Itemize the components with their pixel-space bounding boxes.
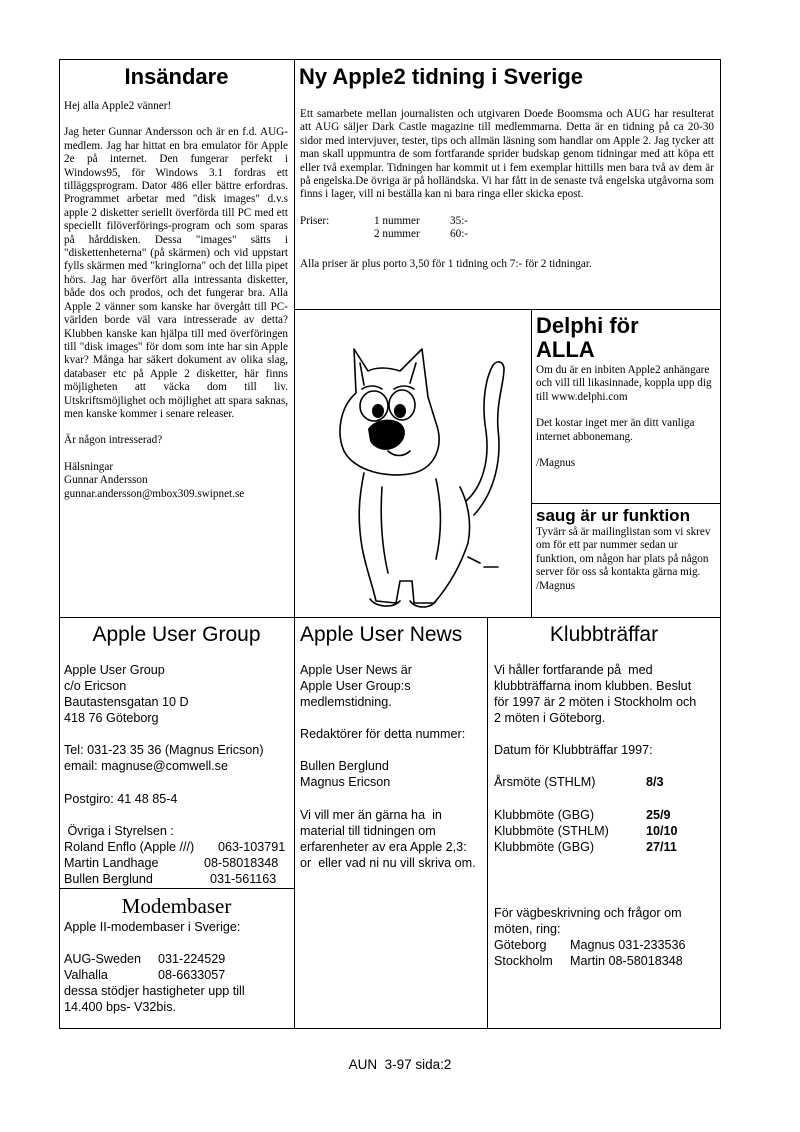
divider-bottom-right bbox=[487, 617, 488, 1029]
contact-city: Stockholm bbox=[494, 954, 553, 969]
modem-base-name: Valhalla bbox=[64, 968, 108, 983]
nyapple-section bbox=[296, 60, 719, 308]
saug-signature: /Magnus bbox=[536, 579, 576, 592]
aun-para-line: erfarenheter av era Apple 2,3: bbox=[300, 839, 467, 854]
board-member-name: Roland Enflo (Apple ///) bbox=[64, 839, 195, 854]
meeting-name: Klubbmöte (GBG) bbox=[494, 839, 595, 854]
aug-address-4: 418 76 Göteborg bbox=[64, 711, 159, 726]
insandare-section bbox=[61, 60, 292, 615]
aug-board-label: Övriga i Styrelsen : bbox=[64, 823, 174, 838]
divider-top-vertical bbox=[294, 59, 295, 617]
price-value: 60:- bbox=[450, 228, 469, 241]
aun-para-line: or eller vad ni nu vill skriva om. bbox=[300, 855, 476, 870]
modem-title: Modembaser bbox=[121, 894, 232, 918]
klubb-dates-label: Datum för Klubbträffar 1997: bbox=[494, 743, 653, 758]
aug-title: Apple User Group bbox=[92, 623, 261, 646]
aun-para-line: medlemstidning. bbox=[300, 695, 392, 710]
meeting-date: 27/11 bbox=[646, 839, 677, 854]
insandare-question: Är någon intresserad? bbox=[64, 434, 163, 447]
insandare-name: Gunnar Andersson bbox=[64, 474, 148, 487]
modem-subtitle: Apple II-modembaser i Sverige: bbox=[64, 920, 241, 934]
aug-email: email: magnuse@comwell.se bbox=[64, 759, 228, 774]
modem-base-name: AUG-Sweden bbox=[64, 952, 141, 967]
contact-person: Magnus 031-233536 bbox=[570, 938, 686, 953]
aun-section bbox=[296, 618, 486, 1027]
board-member-phone: 031-561163 bbox=[210, 871, 277, 886]
aug-postgiro: Postgiro: 41 48 85-4 bbox=[64, 791, 178, 806]
aun-editors-label: Redaktörer för detta nummer: bbox=[300, 727, 466, 742]
modem-base-phone: 031-224529 bbox=[158, 952, 226, 967]
contact-city: Göteborg bbox=[494, 938, 547, 953]
saug-body: Tyvärr så är mailinglistan som vi skrev om för ett par nummer sedan ur funktion, om någon har plats på någon server för oss så kontakta gärna mig. bbox=[536, 526, 711, 579]
contact-person: Martin 08-58018348 bbox=[570, 954, 683, 969]
aug-section bbox=[61, 618, 292, 887]
meeting-name: Klubbmöte (GBG) bbox=[494, 807, 595, 822]
insandare-body: Jag heter Gunnar Andersson och är en f.d. AUG-medlem. Jag har hittat en bra emulator för Apple 2e på internet. Den fungerar perfekt i Windows95, för Windows 3.1 fordras ett tilläggsprogram. Dator 486 eller bättre erfordras. Programmet arbetar med "disk images" d.v.s apple 2 disketter seriellt överförda till PC med ett speciellt filöverförings-program och som sparas på hårddisken. Dessa "images" sätts i "diskettenheterna" (på skärmen) och vid uppstart fylls skärmen med "kringlorna" och det lilla pipet hörs. Jag har överfört alla intressanta disketter, både dos och prodos, och det fungerar bra. Alla Apple 2 vänner som kanske har övergått till PC-världen borde väl vara intresserade av detta? Klubben kanske kan hjälpa till med överföringen till "disk images" för dom som inte har sin Apple kvar? Många har säkert dokument av olika slag, databaser etc på Apple 2 disketter, här finns möjligheten att väcka dom till liv. Utskriftsmöjlighet och möjlighet att spara saknas, men kanske kommer i senare releaser. bbox=[64, 126, 288, 420]
aug-address-3: Bautastensgatan 10 D bbox=[64, 695, 189, 710]
aug-address-2: c/o Ericson bbox=[64, 679, 127, 694]
klubb-directions-line: möten, ring: bbox=[494, 921, 561, 936]
nyapple-title: Ny Apple2 tidning i Sverige bbox=[299, 64, 584, 89]
board-member-row bbox=[64, 871, 292, 887]
aun-para-line: Vi vill mer än gärna ha in bbox=[300, 807, 442, 822]
modem-note-2: 14.400 bps- V32bis. bbox=[64, 1000, 177, 1015]
modem-base-phone: 08-6633057 bbox=[158, 968, 226, 983]
modem-base-row bbox=[64, 951, 292, 967]
aug-tel: Tel: 031-23 35 36 (Magnus Ericson) bbox=[64, 743, 264, 758]
meeting-date: 8/3 bbox=[646, 775, 664, 790]
meeting-row bbox=[494, 839, 719, 855]
meeting-row bbox=[494, 774, 719, 790]
meeting-date: 10/10 bbox=[646, 823, 678, 838]
aun-para-line: Apple User Group:s bbox=[300, 679, 411, 694]
aug-address-1: Apple User Group bbox=[64, 663, 165, 677]
prices-label: Priser: bbox=[300, 214, 330, 227]
insandare-closing: Hälsningar bbox=[64, 460, 114, 473]
price-row-1 bbox=[300, 215, 714, 228]
klubb-intro-line: för 1997 är 2 möten i Stockholm och bbox=[494, 695, 697, 710]
delphi-title-line2: ALLA bbox=[536, 337, 595, 362]
meeting-name: Klubbmöte (STHLM) bbox=[494, 823, 609, 838]
modem-note-1: dessa stödjer hastigheter upp till bbox=[64, 984, 245, 999]
aun-editor: Magnus Ericson bbox=[300, 775, 391, 790]
insandare-greeting: Hej alla Apple2 vänner! bbox=[64, 100, 172, 112]
klubb-directions-line: För vägbeskrivning och frågor om bbox=[494, 905, 682, 920]
klubb-intro-line: Vi håller fortfarande på med bbox=[494, 663, 653, 677]
divider-under-nyapple bbox=[294, 309, 721, 310]
contact-row bbox=[494, 953, 719, 969]
klubb-intro-line: 2 möten i Göteborg. bbox=[494, 711, 606, 726]
insandare-email: gunnar.andersson@mbox309.swipnet.se bbox=[64, 487, 245, 500]
klubb-section bbox=[489, 618, 719, 1027]
delphi-cost: Det kostar inget mer än ditt vanliga internet abbonemang. bbox=[536, 417, 695, 443]
delphi-title-line1: Delphi för bbox=[536, 313, 639, 338]
price-qty: 2 nummer bbox=[374, 228, 420, 241]
klubb-title: Klubbträffar bbox=[549, 623, 659, 646]
board-member-name: Bullen Berglund bbox=[64, 871, 153, 886]
aun-para-line: Apple User News är bbox=[300, 663, 412, 677]
saug-section bbox=[533, 504, 719, 616]
nyapple-postage: Alla priser är plus porto 3,50 för 1 tidning och 7:- för 2 tidningar. bbox=[300, 257, 592, 270]
meeting-row bbox=[494, 807, 719, 823]
board-member-row bbox=[64, 839, 292, 855]
saug-title: saug är ur funktion bbox=[536, 506, 690, 525]
nyapple-body: Ett samarbete mellan journalisten och utgivaren Doede Boomsma och AUG har resulterat att AUG säljer Dark Castle magazine till medlemmarna. Detta är en tidning på ca 20-30 sidor med intervjuver, tester, tips och allmän läsning som handlar om Apple 2. Jag tycker att man skall uppmuntra de som fortfarande sprider budskap genom tidningar med att köpa ett eller två exemplar. Tidningen har kommit ut i fem exemplar hittills men bara två av dem är på engelska.De övriga är på holländska. Vi har fått in de senaste två engelska utgåvorna som finns i lager, vill ni beställa kan ni bara ringa eller skicka epost. bbox=[300, 108, 714, 201]
board-member-row bbox=[64, 855, 292, 871]
divider-delphi-vertical bbox=[531, 309, 532, 617]
delphi-signature: /Magnus bbox=[536, 457, 576, 470]
delphi-body: Om du är en inbiten Apple2 anhängare och vill till likasinnade, koppla upp dig till www.delphi.com bbox=[536, 364, 712, 403]
meeting-name: Årsmöte (STHLM) bbox=[494, 775, 596, 790]
aun-title: Apple User News bbox=[300, 623, 463, 646]
meeting-row bbox=[494, 823, 719, 839]
meeting-date: 25/9 bbox=[646, 807, 671, 822]
price-qty: 1 nummer bbox=[374, 214, 420, 227]
divider-bottom-left bbox=[294, 617, 295, 1029]
contact-row bbox=[494, 937, 719, 953]
delphi-section bbox=[533, 311, 719, 502]
price-value: 35:- bbox=[450, 214, 469, 227]
aun-para-line: material till tidningen om bbox=[300, 823, 436, 838]
price-row-2 bbox=[300, 228, 714, 241]
modem-base-row bbox=[64, 967, 292, 983]
modem-section bbox=[61, 889, 292, 1027]
board-member-phone: 063-103791 bbox=[218, 839, 286, 854]
klubb-intro-line: klubbträffarna inom klubben. Beslut bbox=[494, 679, 692, 694]
aun-editor: Bullen Berglund bbox=[300, 759, 389, 774]
page-footer: AUN 3-97 sida:2 bbox=[348, 1057, 452, 1072]
cat-drawing bbox=[296, 311, 529, 615]
board-member-phone: 08-58018348 bbox=[204, 855, 279, 870]
board-member-name: Martin Landhage bbox=[64, 855, 159, 870]
cat-illustration bbox=[296, 311, 529, 615]
insandare-title: Insändare bbox=[124, 64, 229, 89]
